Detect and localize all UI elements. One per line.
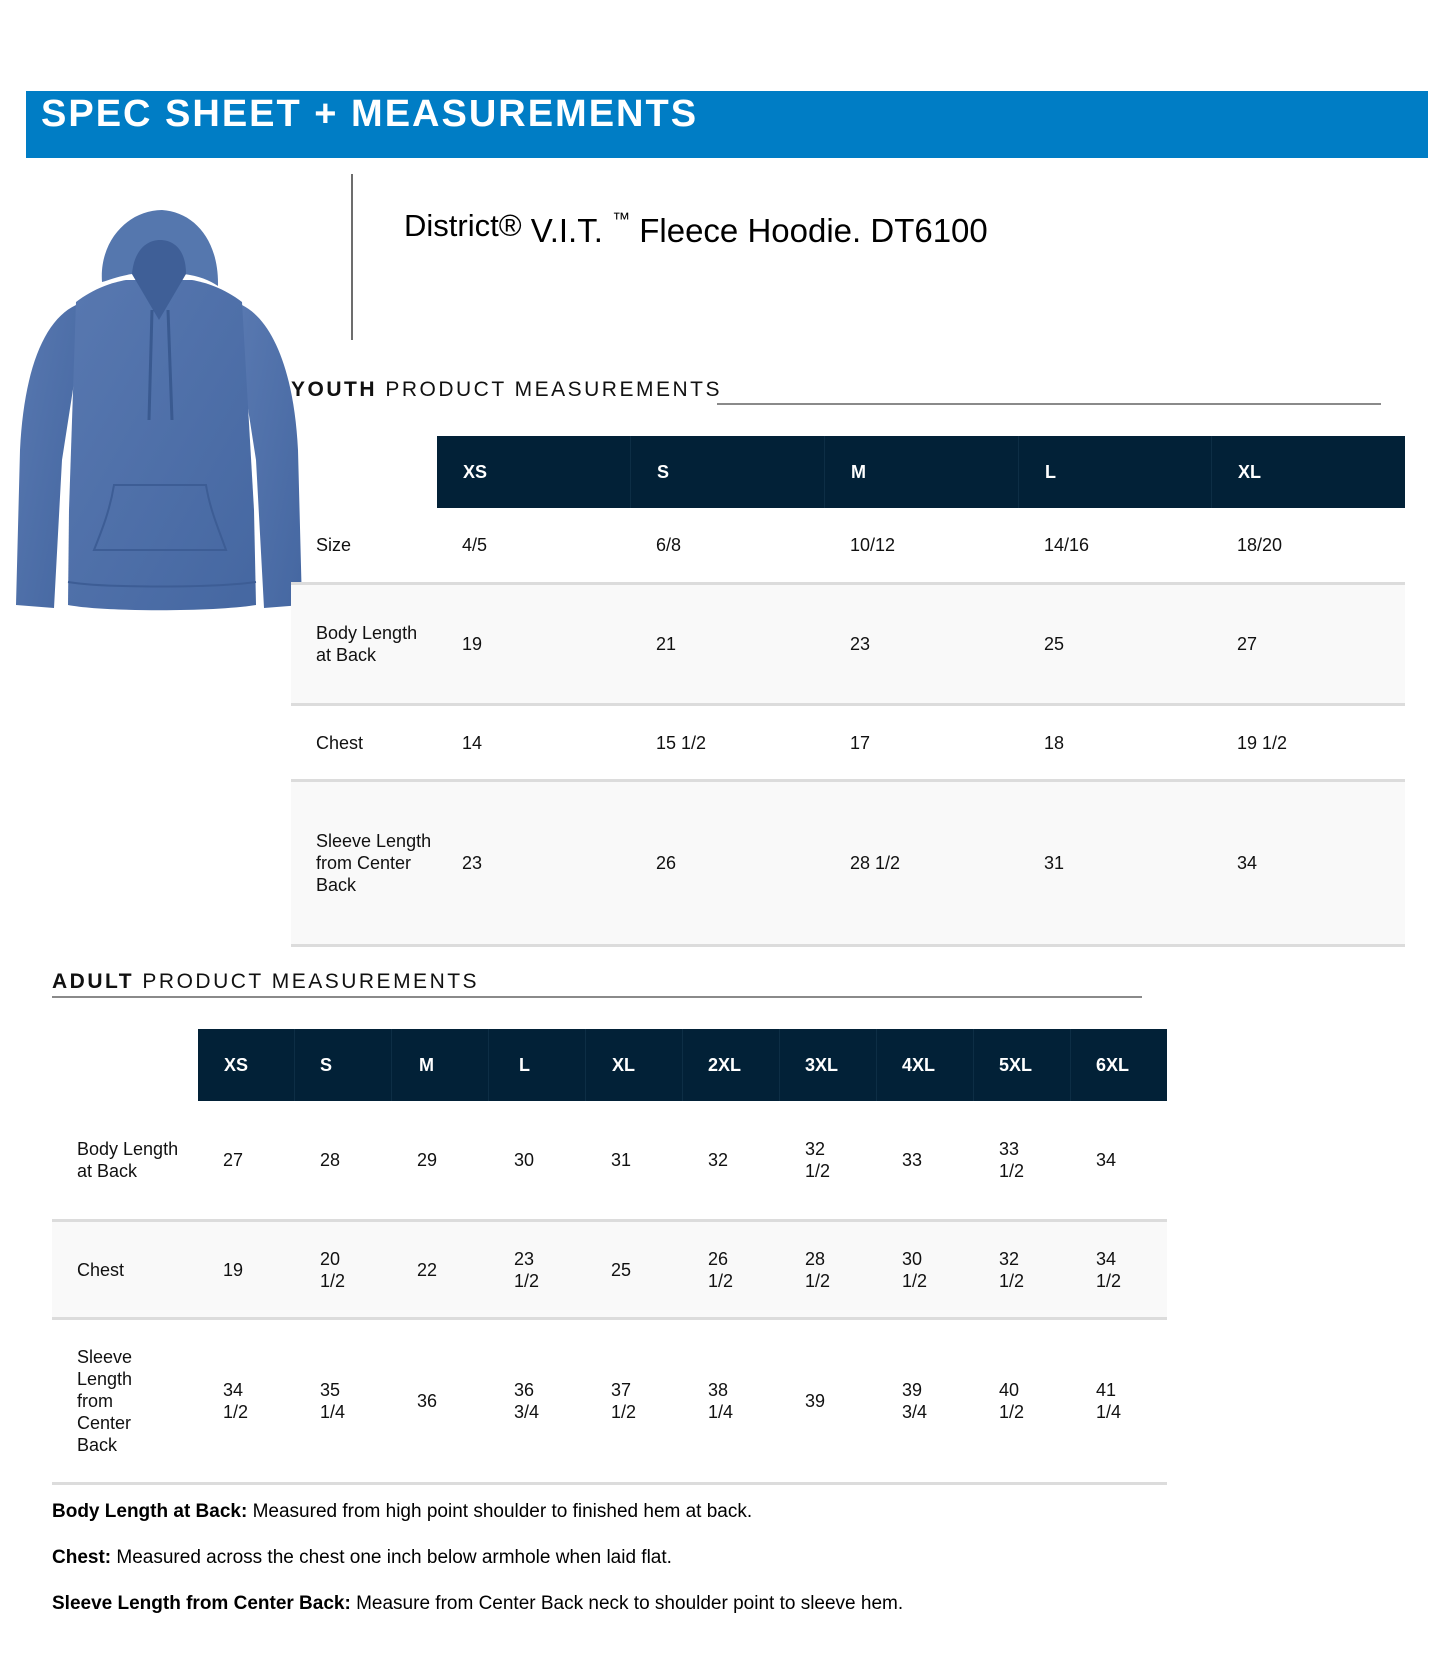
table-cell: 23	[462, 853, 483, 873]
note-body-length	[52, 1501, 752, 1523]
adult-col-xl: XL	[586, 1029, 683, 1101]
table-cell: 37 1/2	[611, 1380, 637, 1422]
row-label: Sleeve Length from Center Back	[77, 1347, 133, 1455]
adult-col-l: L	[489, 1029, 586, 1101]
table-cell: 14	[462, 732, 483, 753]
table-cell: 22	[417, 1259, 438, 1280]
table-cell: 25	[611, 1259, 632, 1280]
product-title	[404, 208, 988, 250]
adult-col-m: M	[392, 1029, 489, 1101]
adult-heading-bold: ADULT	[52, 970, 135, 993]
table-cell: 28 1/2	[805, 1248, 831, 1291]
adult-col-2xl: 2XL	[683, 1029, 780, 1101]
row-label: Body Length at Back	[316, 623, 418, 665]
note-sleeve-length	[52, 1593, 903, 1615]
table-cell: 38 1/4	[708, 1380, 734, 1422]
table-cell: 29	[417, 1150, 438, 1170]
table-cell: 33 1/2	[999, 1139, 1025, 1181]
adult-col-5xl: 5XL	[974, 1029, 1071, 1101]
youth-row-sleeve-length	[291, 782, 1405, 944]
table-cell: 32	[708, 1150, 729, 1170]
note-text: Measured from high point shoulder to finished hem at back.	[247, 1501, 753, 1522]
table-cell: 36 3/4	[514, 1380, 540, 1422]
table-cell: 35 1/4	[320, 1380, 346, 1422]
youth-heading-bold: YOUTH	[291, 378, 377, 401]
table-cell: 34	[1237, 853, 1258, 873]
table-cell: 28 1/2	[850, 853, 901, 873]
youth-col-m: M	[825, 436, 1019, 508]
youth-heading-rest: PRODUCT MEASUREMENTS	[377, 378, 722, 401]
adult-col-s: S	[295, 1029, 392, 1101]
row-label: Size	[316, 535, 352, 555]
adult-section-heading	[52, 970, 479, 994]
note-text: Measure from Center Back neck to shoulder point to sleeve hem.	[350, 1593, 904, 1614]
table-cell: 33	[902, 1150, 923, 1170]
table-cell: 17	[850, 732, 871, 753]
note-term: Body Length at Back:	[52, 1501, 248, 1522]
adult-row-chest	[52, 1222, 1167, 1317]
table-cell: 32 1/2	[999, 1248, 1025, 1291]
youth-col-xs: XS	[437, 436, 631, 508]
adult-col-4xl: 4XL	[877, 1029, 974, 1101]
table-cell: 26 1/2	[708, 1248, 734, 1291]
youth-table-header	[437, 436, 1405, 508]
table-cell: 10/12	[850, 535, 896, 555]
note-term: Chest:	[52, 1547, 112, 1568]
table-cell: 34 1/2	[1096, 1248, 1122, 1291]
table-cell: 32 1/2	[805, 1139, 831, 1181]
row-divider	[52, 1482, 1167, 1485]
adult-col-xs: XS	[198, 1029, 295, 1101]
table-cell: 34	[1096, 1150, 1117, 1170]
table-cell: 31	[611, 1150, 632, 1170]
adult-heading-rest: PRODUCT MEASUREMENTS	[134, 970, 480, 993]
table-cell: 21	[656, 634, 677, 654]
table-cell: 39	[805, 1391, 826, 1411]
table-cell: 26	[656, 853, 677, 873]
table-cell: 40 1/2	[999, 1380, 1025, 1422]
note-chest	[52, 1547, 672, 1569]
table-cell: 14/16	[1044, 535, 1090, 555]
adult-table-header	[198, 1029, 1167, 1101]
table-cell: 18	[1044, 732, 1065, 753]
row-label: Chest	[77, 1259, 125, 1280]
table-cell: 36	[417, 1391, 438, 1411]
table-cell: 19	[462, 634, 483, 654]
product-name-part1: V.I.T.	[530, 212, 603, 249]
adult-row-body-length	[52, 1101, 1167, 1219]
product-name-part2: Fleece Hoodie. DT6100	[639, 212, 988, 249]
table-cell: 30	[514, 1150, 535, 1170]
table-cell: 20 1/2	[320, 1248, 346, 1291]
table-cell: 25	[1044, 634, 1065, 654]
youth-col-s: S	[631, 436, 825, 508]
adult-col-6xl: 6XL	[1096, 1054, 1130, 1075]
table-cell: 15 1/2	[656, 732, 707, 753]
table-cell: 4/5	[462, 535, 488, 555]
table-cell: 23	[850, 634, 871, 654]
row-divider	[291, 944, 1405, 947]
table-cell: 19 1/2	[1237, 732, 1288, 753]
table-cell: 34 1/2	[223, 1380, 249, 1422]
vertical-divider	[351, 174, 353, 340]
table-cell: 6/8	[656, 535, 682, 555]
trademark-symbol: ™	[612, 209, 631, 229]
brand-name: District®	[404, 208, 522, 243]
table-cell: 39 3/4	[902, 1380, 928, 1422]
table-cell: 27	[223, 1150, 244, 1170]
youth-section-heading	[291, 378, 722, 402]
hoodie-image	[14, 210, 304, 620]
page-title: SPEC SHEET + MEASUREMENTS	[41, 93, 699, 135]
table-cell: 30 1/2	[902, 1248, 928, 1291]
youth-row-body-length	[291, 585, 1405, 703]
row-label: Body Length at Back	[77, 1139, 179, 1181]
youth-row-size	[291, 508, 1405, 582]
row-label: Chest	[316, 732, 364, 753]
table-cell: 18/20	[1237, 535, 1283, 555]
youth-row-chest	[291, 706, 1405, 779]
note-text: Measured across the chest one inch below armhole when laid flat.	[111, 1547, 672, 1568]
table-cell: 19	[223, 1259, 244, 1280]
adult-col-3xl: 3XL	[780, 1029, 877, 1101]
table-cell: 27	[1237, 634, 1258, 654]
table-cell: 28	[320, 1150, 341, 1170]
header-banner	[26, 91, 1428, 158]
adult-row-sleeve-length	[52, 1320, 1167, 1482]
adult-heading-rule	[52, 996, 1142, 998]
table-cell: 31	[1044, 853, 1065, 873]
table-cell: 41 1/4	[1096, 1380, 1122, 1422]
table-cell: 23 1/2	[514, 1248, 540, 1291]
youth-col-xl: XL	[1238, 461, 1262, 482]
youth-heading-rule	[717, 403, 1381, 405]
note-term: Sleeve Length from Center Back:	[52, 1593, 351, 1614]
youth-col-l: L	[1019, 436, 1212, 508]
row-label: Sleeve Length from Center Back	[316, 831, 432, 895]
